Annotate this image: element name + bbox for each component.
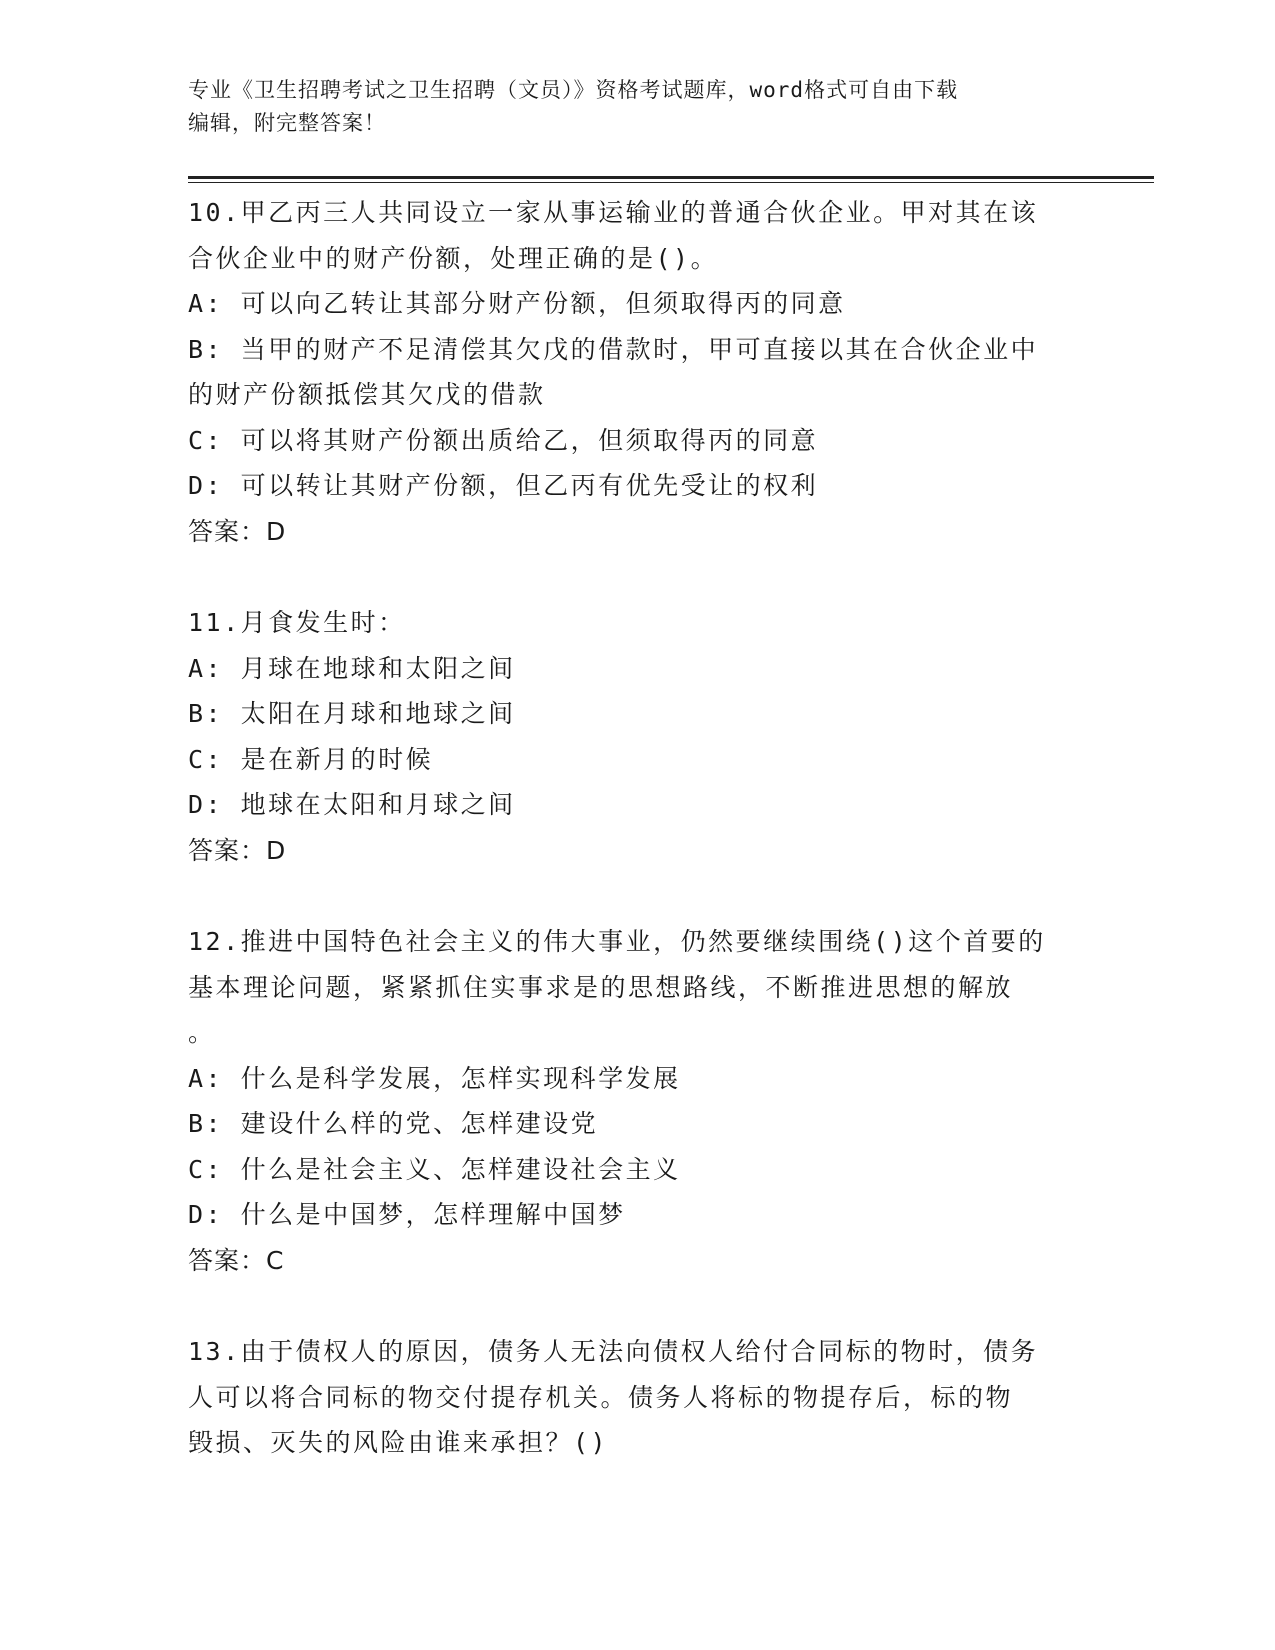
question-stem-line: 12.推进中国特色社会主义的伟大事业，仍然要继续围绕()这个首要的: [188, 927, 1046, 956]
option-b: B: 当甲的财产不足清偿其欠戊的借款时，甲可直接以其在合伙企业中: [188, 334, 1039, 364]
option-d: D: 可以转让其财产份额，但乙丙有优先受让的权利: [188, 471, 819, 500]
option-c: C: 可以将其财产份额出质给乙，但须取得丙的同意: [188, 425, 819, 455]
option-d: D: 什么是中国梦，怎样理解中国梦: [188, 1200, 626, 1229]
answer-label: 答案：D: [188, 835, 287, 865]
question-stem-line: 。: [188, 1018, 216, 1047]
question-10: [188, 190, 1088, 554]
option-b: B: 建设什么样的党、怎样建设党: [188, 1109, 599, 1138]
option-d: D: 地球在太阳和月球之间: [188, 790, 516, 819]
answer-label: 答案：C: [188, 1245, 285, 1275]
option-c: C: 是在新月的时候: [188, 744, 434, 774]
question-11: [188, 600, 1088, 873]
question-12: [188, 919, 1088, 1283]
question-stem-line: 基本理论问题，紧紧抓住实事求是的思想路线，不断推进思想的解放: [188, 972, 1014, 1002]
header-line-1: 专业《卫生招聘考试之卫生招聘（文员）》资格考试题库，word格式可自由下载: [188, 78, 959, 102]
answer-label: 答案：D: [188, 516, 287, 546]
option-a: A: 月球在地球和太阳之间: [188, 653, 516, 683]
header-line-2: 编辑，附完整答案！: [188, 111, 386, 135]
header-divider-thin: [188, 182, 1154, 183]
option-a: A: 可以向乙转让其部分财产份额，但须取得丙的同意: [188, 289, 846, 318]
question-stem-line: 13.由于债权人的原因，债务人无法向债权人给付合同标的物时，债务: [188, 1337, 1039, 1366]
question-stem-line: 人可以将合同标的物交付提存机关。债务人将标的物提存后，标的物: [188, 1382, 1014, 1412]
question-13: [188, 1329, 1088, 1466]
question-stem-line: 毁损、灭失的风险由谁来承担？(): [188, 1428, 609, 1457]
option-c: C: 什么是社会主义、怎样建设社会主义: [188, 1154, 681, 1184]
option-b-continued: 的财产份额抵偿其欠戊的借款: [188, 380, 546, 409]
option-a: A: 什么是科学发展，怎样实现科学发展: [188, 1063, 681, 1093]
header-divider-thick: [188, 176, 1154, 179]
question-stem-line: 合伙企业中的财产份额，处理正确的是()。: [188, 243, 719, 273]
question-list: [188, 190, 1088, 1512]
document-header: [188, 74, 1068, 140]
question-stem-line: 11.月食发生时：: [188, 608, 406, 637]
question-stem-line: 10.甲乙丙三人共同设立一家从事运输业的普通合伙企业。甲对其在该: [188, 198, 1039, 227]
option-b: B: 太阳在月球和地球之间: [188, 699, 516, 728]
